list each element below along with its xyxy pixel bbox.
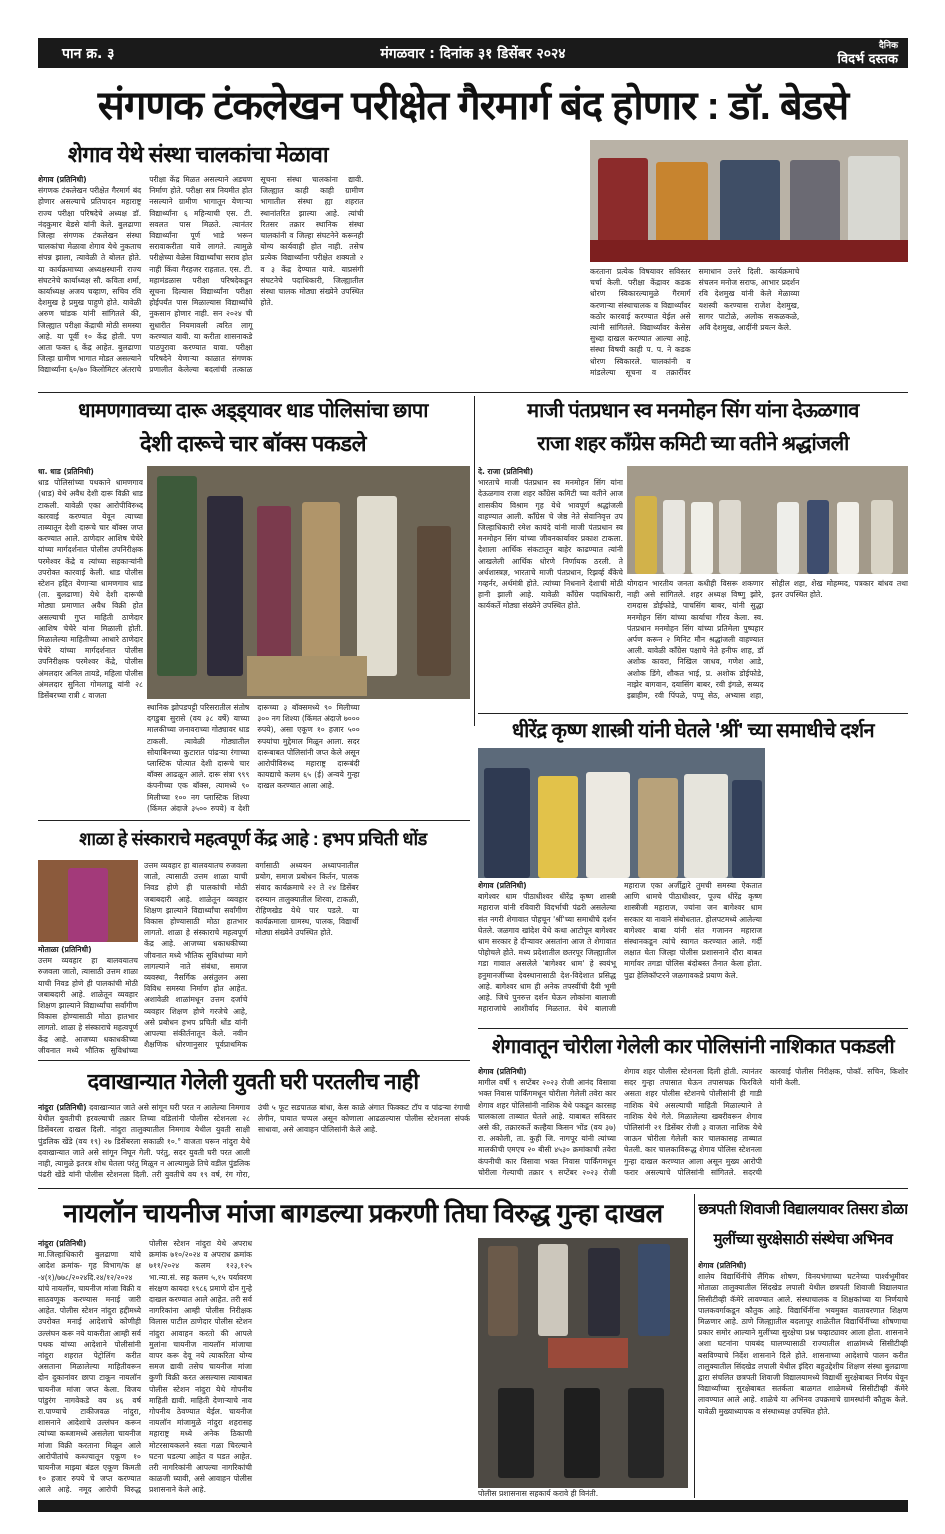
a4-body <box>38 944 138 1056</box>
divider <box>694 1194 695 1498</box>
a2-text2: स्थानिक झोपडपट्टी परिसरातील संतोष दगडुबा सुरासे (वय ३८ वर्षे) याच्या मालकीच्या जनावराच्या गोठ्यावर धाड टाकली. त्यावेळी गोठ्यातील सोयाबिनच्या कुटारात पांढऱ्या रंगाच्या प्लास्टिक पोत्यात देशी दारूचे चार बॉक्स आढळून आले. दारू संत्रा ९९९ कंपनीच्या एक बॉक्स, त्यामध्ये ९० मिलीच्या १०० नग प्लास्टिक शिश्या (किंमत अंदाजे ३५०० रुपये) व देशी दारूच्या ३ बॉक्समध्ये ९० मिलीच्या ३०० नग शिश्या (किंमत अंदाजे ७००० रुपये), असा एकूण १० हजार ५०० रुपयांचा मुद्देमाल मिळून आला. सदर दारूबाबत पोलिसांनी जप्त केले असून आरोपीविरुध्द महाराष्ट्र दारूबंदी कायद्याचे कलम ६५ (ई) अन्वये गुन्हा दाखल करण्यात आला आहे. <box>147 703 360 813</box>
a1-headline: शेगाव येथे संस्था चालकांचा मेळावा <box>67 142 329 167</box>
a3-text: भारताचे माजी पंतप्रधान स्व मनमोहन सिंग यांना देऊळगाव राजा शहर काँग्रेस कमिटी च्या वतीने आज शासकीय विश्राम गृह येथे भावपूर्ण श्रद्धांजली वाहण्यात आली. काँग्रेस चे जेष्ठ नेते सेवानिवृत्त उप जिल्हाधिकारी रमेश कायंदे यांनी माजी पंतप्रधान स्व मनमोहन सिंग यांच्या जीवनकार्यावर प्रकाश टाकला. देशाला आर्थिक संकटातून बाहेर काढण्यात त्यांनी आखलेली आर्थिक धोरणे निर्णायक ठरली. ते अर्थशास्त्रज्ञ, भारताचे माजी पंतप्रधान, रिझर्व्ह बँकेचे गव्हर्नर, अर्थमंत्री होते. त्यांच्या निधनाने देशाची मोठी हानी झाली आहे. यावेळी काँग्रेस पदाधिकारी, कार्यकर्ते मोठ्या संख्येने उपस्थित होते. <box>478 478 623 611</box>
a3-body-cont <box>627 578 908 711</box>
a5-dateline: शेगाव (प्रतिनिधी) <box>478 881 527 890</box>
a6-headline: शेगावातून चोरीला गेलेली कार पोलिसांनी नाशिकात पकडली <box>491 1036 895 1058</box>
a6-body <box>478 1066 908 1184</box>
masthead-small: दैनिक <box>878 41 898 51</box>
a8-caption: पोलीस प्रशासनास सहकार्य करावे ही विनंती. <box>478 1489 599 1498</box>
masthead <box>837 40 898 66</box>
page-number: पान क्र. ३ <box>62 46 115 62</box>
a5-photo <box>478 748 765 878</box>
a8-dateline: नांदुरा (प्रतिनिधी) <box>38 1239 87 1248</box>
a2-photo <box>147 466 470 699</box>
a3-text2: योगदान भारतीय जनता कधीही विसरू शकणार नाही असे सांगितले. शहर अध्यक्ष विष्णु झोरे, रामदास डोईफोडे, पाचसिंग बाबर, यांनी सुद्धा मनमोहन सिंग यांच्या कार्याचा गौरव केला. स्व. पंतप्रधान मनमोहन सिंग यांच्या प्रतिमेला पुष्पहार अर्पण करून २ मिनिट मौन श्रद्धांजली वाहण्यात आली. यावेळी काँग्रेस पक्षाचे नेते हनीफ शाह, डॉ अशोक कावरा, निखिल जाधव, गणेश आडे, अशोक डिंगे, शौकत भाई, प्र. अशोक डोईफोडे, नाझेर बागवान, दयासिंग बाबर, रवी इंगळे, सय्यद इब्राहीम, रवी पिंपळे, पप्पू सेठ, अभ्यास शहा, सोहील शहा, शेख मोहम्मद, पत्रकार बांधव तथा इतर उपस्थित होते. <box>627 579 908 701</box>
a8-photo <box>478 1238 688 1488</box>
divider <box>38 1060 470 1061</box>
a9-body <box>698 1260 908 1496</box>
a4-headline: शाळा हे संस्काराचे महत्वपूर्ण केंद्र आहे : हभप प्रचिती धोंड <box>79 829 427 849</box>
a9-dateline: शेगाव (प्रतिनिधी) <box>698 1261 747 1270</box>
divider <box>38 392 908 393</box>
a5-text: बागेश्वर धाम पीठाधीश्वर धीरेंद्र कृष्ण शास्त्री महाराज यांनी रविवारी विदर्भाची पंढरी असलेल्या संत नगरी शेगावात पोहचून 'श्रीं'च्या समाधीचे दर्शन घेतले. जळगाव खांदेश येथे कथा आटोपून बागेश्वर धाम सरकार हे दीऱ्यावर असतांना आज ते शेगावात पोहोचले होते. मध्य प्रदेशातील छतरपूर जिल्ह्यातील गडा गावात असलेले 'बागेश्वर धाम' हे स्वयंभू हनुमानजींच्या देवस्थानासाठी देश-विदेशात प्रसिद्ध आहे. बागेश्वर धाम ही अनेक तपस्वींची दैवी भूमी आहे. जिथे पुनरुत्त दर्शन घेऊन लोकांना बालाजी महाराजांचे आशीर्वाद मिळतात. येथे बालाजी महाराज एका अर्जीद्वारे तुमची समस्या ऐकतात आणि धामचे पीठाधीश्वर, पूज्य धीरेंद्र कृष्ण शास्त्रीजी महाराज, ज्यांना जन बागेश्वर धाम सरकार या नावाने संबोधतात. होलपटमध्ये आलेल्या बागेश्वर बाबा यांनी संत गजानन महाराज संस्थानकडून त्यांचे स्वागत करण्यात आले. गर्दी लक्षात घेता जिल्हा पोलीस प्रशासनाने दौरा बाबत मार्गावर तगडा पोलिस बंदोबस्त तैनात केला होता. पुढा हेलिकॉप्टरने जळगावकडे प्रयाण केले. <box>478 881 762 1014</box>
a5-headline: धीरेंद्र कृष्ण शास्त्री यांनी घेतले 'श्रीं' च्या समाधीचे दर्शन <box>511 720 875 742</box>
divider <box>38 820 470 821</box>
a2-body <box>38 466 143 816</box>
main-headline: संगणक टंकलेखन परीक्षेत गैरमार्ग बंद होणार : डॉ. बेडसे <box>97 84 849 128</box>
a2-text: धाड पोलिसांच्या पथकाने धामणगाव (धाड) येथे अवैध देशी दारू विक्री धाड टाकली. यावेळी एका आरोपीविरुध्द कारवाई करण्यात येवून त्याच्या ताब्यातून देशी दारूचे चार बॉक्स जप्त करण्यात आले. ठाणेदार आशिष चेचेरे यांच्या मार्गदर्शनात पोलीस उपनिरीक्षक परमेश्वर केंद्रे व त्यांच्या सहकाऱ्यांनी उपरोक्त कारवाई केली. धाड पोलीस स्टेशन हद्दित येणाऱ्या धामणगाव धाड (ता. बुलढाणा) येथे देशी दारूची मोठ्या प्रमाणात अवैध विक्री होत असल्याची गुप्त माहिती ठाणेदार आशिष चेचेरे यांना मिळाली होती. मिळालेल्या माहितीच्या आधारे ठाणेदार चेचेरे यांच्या मार्गदर्शनात पोलीस उपनिरीक्षक परमेश्वर केंद्रे, पोलीस अंमलदार अनिल तायडे, महिला पोलीस अंमलदार सुनिता गोमलाडू यांनी २८ डिसेंबरच्या रात्री ८ वाजता <box>38 478 143 701</box>
a2-dateline: धा. धाड (प्रतिनिधी) <box>38 467 94 476</box>
a1-dateline: शेगाव (प्रतिनिधी) <box>38 175 87 184</box>
divider <box>478 713 908 714</box>
a8-text: मा.जिल्हाधिकारी बुलढाणा यांचे आदेश क्रमांक- गृह विभाग/क क्ष -४(१)/७७८/२०२४दि.२४/१२/२०२४ यांचे नायलॉन, चायनीज मांजा विक्री व साठवणूक करण्यास मनाई जारी आहेत. पोलीस स्टेशन नांदुरा हद्दीमध्ये उपरोक्त मनाई आदेशाचे कोणीही उल्लंघन करू नये याकरीता आम्ही सर्व पथक यांच्या आदेशाने पोलीसांनी नांदुरा शहरात पेट्रोलिंग करीत असताना मिळालेल्या माहितीवरून दोन दुकानांवर छापा टाकून नायलॉन चायनीज मांजा जप्त केला. विजय पांडुरंग नागवेकडे वय ४६ वर्ष रा.पाण्याचे टाकीजवळ नांदुरा, शासनाने आदेशाचे उल्लंघन करून त्यांच्या कब्जामध्ये असलेला चायनीज मांजा विक्री करताना मिळून आले आरोपीतांचे कब्ज्यातून एकूण १० चायनीज माझ्या बंडल एकूण किमती १० हजार रुपये चे जप्त करण्यात आले आहे. नमूद आरोपी विरुद्ध पोलीस स्टेशन नांदुरा येथे अपराध क्रमांक ७१०/२०२४ व अपराध क्रमांक ७११/२०२४ कलम १२३,१२५ भा.न्या.सं. सह कलम ५,१५ पर्यावरण संरक्षण कायदा १९८६ प्रमाणे दोन गुन्हे दाखल करण्यात आले आहेत. तरी सर्व नागरिकांना आम्ही पोलीस निरीक्षक विलास पाटील ठाणेदार पोलीस स्टेशन नांदुरा आवाहन करतो की आपले मुलांना चायनीज नायलॉन मांजाचा वापर करू देवू नये त्याकरिता योग्य समज द्यावी तसेच चायनीज मांजा कुणी विक्री करत असल्यास त्याबाबत पोलीस स्टेशन नांदुरा येथे गोपनीय माहिती द्यावी. माहिती देणाऱ्याचे नाव गोपनीय ठेवण्यात येईल. चायनीज नायलॉन मांजामुळे नांदुरा शहरासह महाराष्ट्र मध्ये अनेक ठिकाणी मोटरसायकलने स्वतः गळा चिरल्याने घटना घडल्या आहेत व घडत आहेत. तरी नागरिकांनी आपल्या नागरिकांची काळजी घ्यावी, असे आवाहन पोलीस प्रशासनाने केले आहे. <box>38 1239 252 1495</box>
a3-body <box>478 466 623 711</box>
a1-photo <box>590 140 908 262</box>
a9-text: शालेय विद्यार्थिनींचे लैंगिक शोषण, विनयभंगाच्या घटनेच्या पार्श्वभूमीवर मोताळा तालुक्यातील सिंदखेड लपाली येथील छत्रपती शिवाजी विद्यालयात सिसीटीव्ही कॅमेरे लावण्यात आले. संस्थाचालक व शिक्षकांच्या या निर्णयाचे पालकवर्गाकडून कौतुक आहे. विद्यार्थिनींना भयमुक्त वातावरणात शिक्षण मिळणार आहे. ठाणे जिल्ह्यातील बदलापूर शाळेतील विद्यार्थिनींच्या शोषणाचा प्रकार समोर आल्याने मुलींच्या सुरक्षेचा प्रश्न चव्हाट्यावर आला होता. शासनाने अशा घटनांना पायबंद घालण्यासाठी राज्यातील शाळांमध्ये सिसीटीव्ही बसविण्याचे निर्देश शासनाने दिले होते. शासनाच्या आदेशाचे पालन करीत तालुक्यातील सिंदखेड लपाली येथील इंदिरा बहुउद्देशीय शिक्षण संस्था बुलढाणा द्वारा संचलित छत्रपती शिवाजी विद्यालयामध्ये विद्यार्थी सुरक्षेबाबत निर्णय घेवून विद्यार्थ्यांच्या सुरक्षेबाबत सतर्कता बाळगत शाळेमध्ये सिसीटीव्ही कॅमेरे लावण्यात आले आहे. शाळेचे या अभिनव उपक्रमाचे ग्रामस्थांनी कौतुक केले. यावेळी मुख्याध्यापक व संस्थाध्यक्ष उपस्थित होते. <box>698 1272 908 1416</box>
divider <box>38 1188 908 1189</box>
a9-headline-1: छत्रपती शिवाजी विद्यालयावर तिसरा डोळा <box>698 1201 908 1218</box>
a1-text: संगणक टंकलेखन परीक्षेत गैरमार्ग बंद होणार असल्याचे प्रतिपादन महाराष्ट्र राज्य परीक्षा परिषदेचे अध्यक्ष डॉ. नंदकुमार बेडसे यांनी केले. बुलढाणा जिल्हा संगणक टंकलेखन संस्था चालकांचा मेळावा शेगाव येथे नुकताच संपन्न झाला, त्यावेळी ते बोलत होते. या कार्यक्रमाच्या अध्यक्षस्थानी राज्य संघटनेचे कार्याध्यक्ष सौ. कविता शर्मा, कार्याध्यक्ष अजय चव्हाण, सचिव रवि देशमुख हे प्रमुख पाहुणे होते. यावेळी अरुण चांडक यांनी सांगितले की, जिल्ह्यात परीक्षा केंद्राची मोठी समस्या आहे. या पूर्वी १० केंद्र होती. पण आता फक्त ६ केंद्र आहेत. बुलढाणा जिल्हा ग्रामीण भागात मोडत असल्याने विद्यार्थ्यांना ६०/७० किलोमिटर अंतराचे परीक्षा केंद्र मिळत असल्याने अडचण निर्माण होते. परीक्षा सत्र नियमीत होत नसल्याने ग्रामीण भागातून येणाऱ्या विद्यार्थ्यांना ६ महिन्याची एस. टी. सवलत पास मिळते. त्यानंतर विद्यार्थ्यांना पूर्ण भाडे भरून सरावाकरीता यावे लागते. त्यामुळे परीक्षेच्या वेळेस विद्यार्थ्यांचा सराव होत नाही किंवा गैरहजर राहतात. एस. टी. महामंडळास परीक्षा परिषदेकडून सूचना दिल्यास विद्यार्थ्यांना परीक्षा होईपर्यंत पास मिळाल्यास विद्यार्थ्यांचे नुकसान होणार नाही. सन २०२४ ची सुधारीत नियमावली त्वरित लागू करण्यात यावी. या करीता शासनाकडे पाठपुरावा करण्यात यावा. परीक्षा परिषदेने येणाऱ्या काळात संगणक प्रणालीत केलेल्या बदलांची तत्काळ सूचना संस्था चालकांना द्यावी. जिल्ह्यात काही काही ग्रामीण भागातील संस्था ह्या शहरात स्थानांतरित झाल्या आहे. त्यांची रितसर तक्रार स्थानिक संस्था चालकांनी व जिल्हा संघटनेने करूनही योग्य कार्यवाही होत नाही. तसेच प्रत्येक विद्यार्थ्यांना परीक्षेत शक्यतो २ व ३ केंद्र देण्यात यावे. याप्रसंगी संघटनेचे पदाधिकारी, जिल्ह्यातील संस्था चालक मोठ्या संख्येने उपस्थित होते. <box>38 175 364 375</box>
a2-body-cont <box>147 702 470 818</box>
a2-headline-2: देशी दारूचे चार बॉक्स पकडले <box>140 431 366 456</box>
masthead-name: विदर्भ दस्तक <box>837 52 898 67</box>
a4-photo <box>38 860 138 942</box>
divider <box>478 1028 908 1029</box>
a4-text: उत्तम व्यवहार हा बालवयातच रुजवला जातो, त्यासाठी उत्तम शाळा याची निवड होणे ही पालकांची मोठी जबाबदारी आहे. शाळेतून व्यवहार शिक्षण झाल्याने विद्यार्थ्यांचा सर्वांगीण विकास होण्यासाठी मोठा हातभार लागतो. शाळा हे संस्काराचे महत्वपूर्ण केंद्र आहे. आजच्या धकाधकीच्या जीवनात मध्ये भौतिक सुविधांच्या मागे लागल्याने नाते संबंधा, समाज व्यवस्था, नैसर्गिक असंतुलन असा विविध समस्या निर्माण होत आहेत. अशावेळी शाळांमधून उत्तम दर्जाचे व्यवहार शिक्षण होणे गरजेचे आहे, असे प्रबोधन हभप प्रचिती धोंड यांनी आपल्या संकीर्तनातून केले. नवीन शैक्षणिक धोरणानुसार पूर्वप्राथमिक वर्गासाठी अध्ययन अध्यापनातील प्रयोग, समाज प्रबोधन किर्तन, पालक संवाद कार्यक्रमाचे २२ ते २४ डिसेंबर दरम्यान तालुक्यातील शिरवा, टाकळी, रोहिणखेड येथे पार पडले. या कार्यक्रमाला ग्रामस्थ, पालक, विद्यार्थी मोठ्या संख्येने उपस्थित होते. <box>144 861 359 1050</box>
a7-headline: दवाखान्यात गेलेली युवती घरी परतलीच नाही <box>87 1069 419 1094</box>
a9-headline-2: मुलींच्या सुरक्षेसाठी संस्थेचा अभिनव <box>713 1231 893 1248</box>
a5-body <box>478 880 908 1025</box>
a6-text: मागील वर्षी ९ सप्टेंबर २०२३ रोजी आनंद विसावा भक्त निवास पार्किंगमधून चोरीला गेलेली तवेरा कार शेगाव शहर पोलिसांनी नाशिक येथे पकडून कारसह चालकाला ताब्यात घेतले आहे. याबाबत सविस्तर असे की, तक्रारकर्ते कल्हैया किसन भोंड (वय ३७) रा. अकोली, ता. कुही जि. नागपूर यांनी त्यांच्या मालकीची एमएच २० बीसी ४५३० क्रमांकाची तवेरा कंपनीची कार विसावा भक्त निवास पार्किंगमधून चोरीला गेल्याची तक्रार ९ सप्टेंबर २०२३ रोजी शेगाव शहर पोलीस स्टेशनला दिली होती. त्यानंतर सदर गुन्हा तपासात घेऊन तपासचक्र फिरविले असता शहर पोलीस स्टेशनचे पोलीसांनी ही गाडी नाशिक येथे असल्याची माहिती मिळाल्याने ते नाशिक येथे गेले. मिळालेल्या खबरीवरून शेगाव पोलिसांनी २१ डिसेंबर रोजी ३ वाजता नाशिक येथे जाऊन चोरीला गेलेली कार चालकासह ताब्यात घेतली. कार चालकाविरूद्ध शेगाव पोलिस स्टेशनला गुन्हा दाखल करण्यात आला असून मुख्य आरोपी फरार असल्याचे पोलिसांनी सांगितले. सदरची कारवाई पोलीस निरीक्षक, पोकॉ. सचिन, किशोर यांनी केली. <box>478 1067 908 1177</box>
divider <box>474 396 475 726</box>
a7-text: दवाखान्यात जाते असे सांगून घरी परत न आलेल्या निमगाव येथील युवतीची हरवल्याची तक्रार तिच्या वडिलांनी पोलीस स्टेशनला २८ डिसेंबरला दाखल दिली. नांदुरा तालुक्यातील निमगाव येथील युवती साक्षी पुंडलिक खेंडे (वय १९) २७ डिसेंबरला सकाळी १०.° वाजता घरून नांदुरा येथे दवाखान्यात जाते असे सांगून निघून गेली. परंतु, सदर युवती घरी परत आली नाही, त्यामुळे इतरत्र शोध घेतला परंतु मिळून न आल्यामुळे तिचे वडील पुंडलिक पंढरी खेंडे यांनी पोलीस स्टेशनला दिली. तरी युवतीचे वय १९ वर्ष, रंग गोरा, उंची ५ फूट सडपातळ बांधा, केस काळे अंगात फिक्कट टॉप व पांढऱ्या रंगाची लेगीन, पायात चप्पल असून कोणाला आढळल्यास पोलीस स्टेशनला संपर्क साधावा, असे आवाहन पोलिसांनी केले आहे. <box>38 1103 470 1180</box>
page-header-bar <box>38 38 908 68</box>
a4-text-intro: उत्तम व्यवहार हा बालवयातच रुजवला जातो, त्यासाठी उत्तम शाळा याची निवड होणे ही पालकांची मोठी जबाबदारी आहे. शाळेतून व्यवहार शिक्षण झाल्याने विद्यार्थ्यांचा सर्वांगीण विकास होण्यासाठी मोठा हातभार लागतो. शाळा हे संस्काराचे महत्वपूर्ण केंद्र आहे. आजच्या धकाधकीच्या जीवनात मध्ये भौतिक सुविधांच्या <box>38 956 138 1055</box>
a1-body-cont <box>590 266 908 386</box>
a4-dateline: मोताळा (प्रतिनिधी) <box>38 945 92 954</box>
a4-body-cont <box>144 860 470 1056</box>
a1-text2: करताना प्रत्येक विषयावर सविस्तर चर्चा केली. परीक्षा केंद्रावर कडक धोरण स्विकारल्यामुळे गैरमार्ग करणाऱ्या संस्थाचालक व विद्यार्थ्यांवर कठोर कारवाई करण्यात येईल असे त्यांनी सांगितले. विद्यार्थ्यांवर केसेस सुध्दा दाखल करण्यात आल्या आहे. संस्था विषयी काही प. प. ने कडक धोरण स्विकारले. चालकांनी व मांडलेल्या सूचना व तक्रारींवर समाधान उत्तरे दिली. कार्यक्रमाचे संचलन मनोज सराफ, आभार प्रदर्शन रवि देशमुख यांनी केले मेळाव्या यशस्वी करण्यास राजेश देशमुख, सागर पाटोळे, अलोक सकळकळे, अवि देशमुख, आदींनी प्रयत्न केले. <box>590 267 800 377</box>
a2-headline-1: धामणगावच्या दारू अड्ड्यावर धाड पोलिसांचा छापा <box>78 400 428 422</box>
a6-dateline: शेगाव (प्रतिनिधी) <box>478 1067 527 1076</box>
a3-headline-1: माजी पंतप्रधान स्व मनमोहन सिंग यांना देऊळगाव <box>527 400 859 422</box>
a8-headline: नायलॉन चायनीज मांजा बागडल्या प्रकरणी तिघा विरुद्ध गुन्हा दाखल <box>63 1198 663 1228</box>
a8-body <box>38 1238 474 1498</box>
a7-body <box>38 1102 470 1186</box>
a1-body <box>38 174 586 386</box>
a7-dateline: नांदुरा (प्रतिनिधी) <box>38 1103 87 1112</box>
issue-date: मंगळवार : दिनांक ३१ डिसेंबर २०२४ <box>380 46 566 62</box>
a3-headline-2: राजा शहर काँग्रेस कमिटी च्या वतीने श्रद्धांजली <box>537 433 849 455</box>
page-footer-bar <box>38 1500 908 1512</box>
a3-dateline: दे. राजा (प्रतिनिधी) <box>478 467 534 476</box>
a3-photo <box>627 466 908 574</box>
